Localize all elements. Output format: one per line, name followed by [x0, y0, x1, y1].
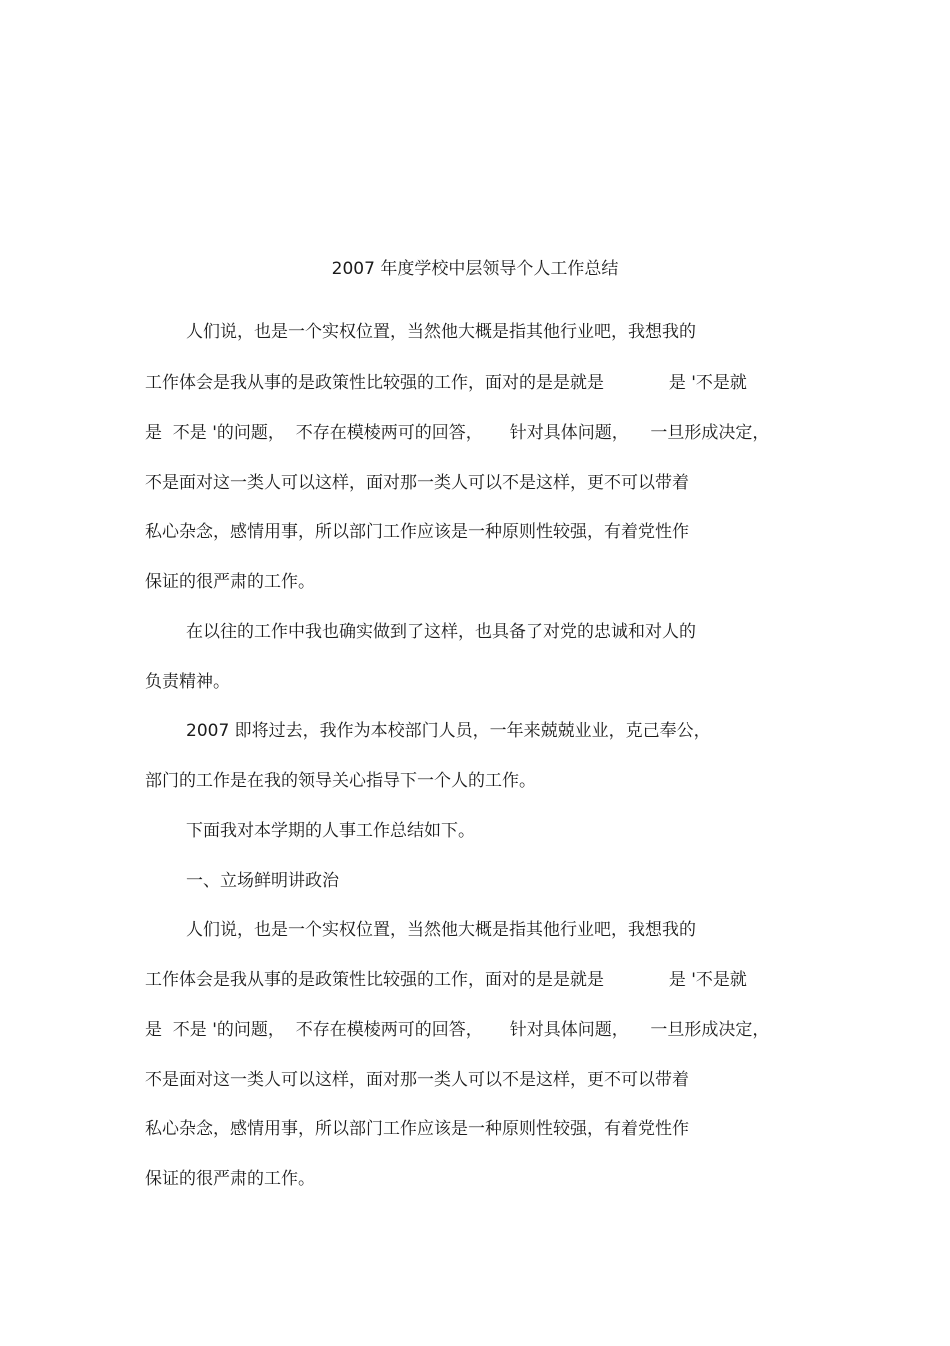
text-line: 2007 即将过去，我作为本校部门人员，一年来兢兢业业，克己奉公，	[186, 721, 711, 741]
text-line: 私心杂念，感情用事，所以部门工作应该是一种原则性较强，有着党性作	[145, 1119, 689, 1139]
text-line: 工作体会是我从事的是政策性比较强的工作，面对的是是就是 是 '不是就	[145, 970, 747, 990]
text-line: 人们说，也是一个实权位置，当然他大概是指其他行业吧，我想我的	[186, 920, 696, 940]
document-title: 2007 年度学校中层领导个人工作总结	[331, 259, 619, 279]
text-line: 是 不是 '的问题， 不存在模棱两可的回答， 针对具体问题， 一旦形成决定，	[145, 1020, 770, 1040]
text-line: 不是面对这一类人可以这样，面对那一类人可以不是这样，更不可以带着	[145, 473, 689, 493]
section-heading: 一、立场鲜明讲政治	[186, 871, 339, 891]
text-line: 在以往的工作中我也确实做到了这样，也具备了对党的忠诚和对人的	[186, 622, 696, 642]
text-line: 保证的很严肃的工作。	[145, 1169, 315, 1189]
text-line: 不是面对这一类人可以这样，面对那一类人可以不是这样，更不可以带着	[145, 1070, 689, 1090]
text-line: 保证的很严肃的工作。	[145, 572, 315, 592]
text-line: 负责精神。	[145, 672, 230, 692]
text-line: 人们说，也是一个实权位置，当然他大概是指其他行业吧，我想我的	[186, 322, 696, 342]
text-line: 私心杂念，感情用事，所以部门工作应该是一种原则性较强，有着党性作	[145, 522, 689, 542]
text-line: 工作体会是我从事的是政策性比较强的工作，面对的是是就是 是 '不是就	[145, 373, 747, 393]
text-line: 是 不是 '的问题， 不存在模棱两可的回答， 针对具体问题， 一旦形成决定，	[145, 423, 770, 443]
text-line: 部门的工作是在我的领导关心指导下一个人的工作。	[145, 771, 536, 791]
text-line: 下面我对本学期的人事工作总结如下。	[186, 821, 475, 841]
